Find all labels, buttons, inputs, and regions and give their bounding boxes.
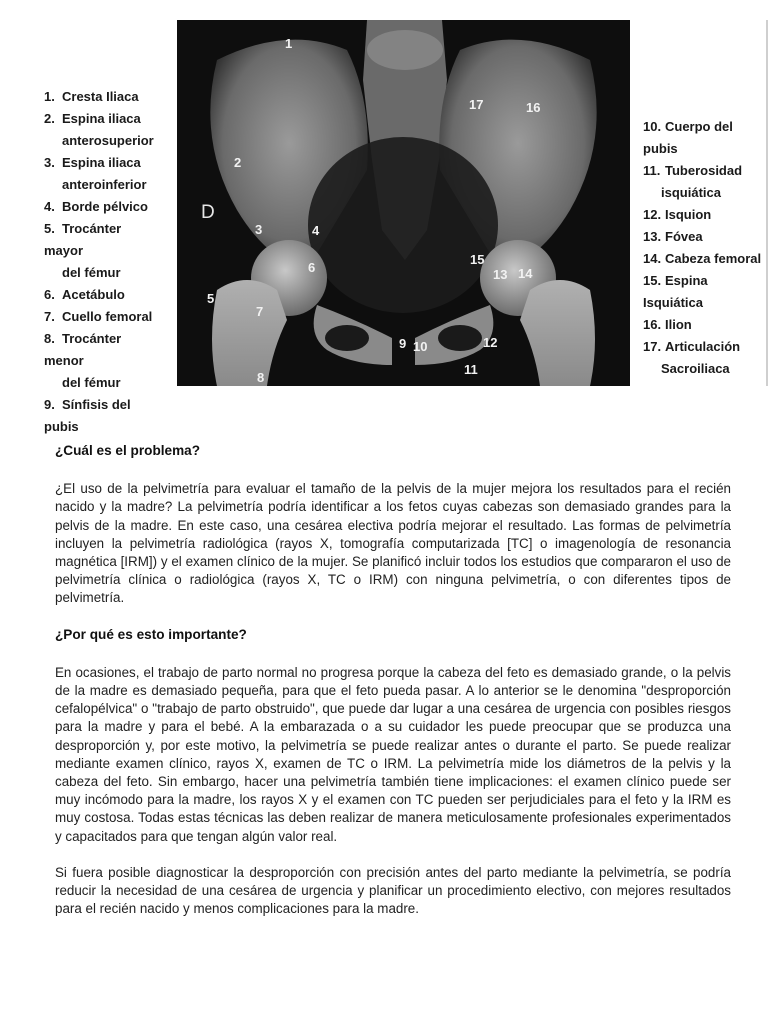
xray-label-13: 13 bbox=[493, 267, 508, 282]
article-body bbox=[55, 442, 731, 936]
paragraph-problem: ¿El uso de la pelvimetría para evaluar el tamaño de la pelvis de la mujer mejora los resultados para el recién nacido y la madre? La pelvimetría podría identificar a los fetos cuyas cabezas son demasiado grandes para la pelvis de la madre. En este caso, una cesárea electiva podría mejorar el resultado. Las formas de pelvimetría incluyen la pelvimetría radiológica (rayos X, tomografía computarizada [TC] o imagenología de resonancia magnética [IRM]) y el examen clínico de la mujer. Se planificó incluir todos los estudios que compararon el uso de pelvimetría clínica o radiológica (rayos X, TC o IRM) con ninguna pelvimetría, o con diferentes tipos de pelvimetría. bbox=[55, 481, 731, 606]
legend-item: 4. Borde pélvico bbox=[44, 199, 148, 214]
xray-side-marker: D bbox=[201, 202, 215, 223]
legend-item: 8. Trocánter menor del fémur bbox=[44, 331, 122, 390]
xray-label-9: 9 bbox=[399, 336, 407, 351]
legend-item: 16. Ilion bbox=[643, 317, 692, 332]
legend-item: 5. Trocánter mayor del fémur bbox=[44, 221, 122, 280]
xray-label-3: 3 bbox=[255, 222, 263, 237]
xray-label-7: 7 bbox=[256, 304, 264, 319]
legend-item: 11. Tuberosidad isquiática bbox=[643, 163, 743, 200]
section-heading-problem: ¿Cuál es el problema? bbox=[55, 443, 201, 458]
xray-label-10: 10 bbox=[413, 339, 428, 354]
legend-item: 12. Isquion bbox=[643, 207, 712, 222]
section-heading-importance: ¿Por qué es esto importante? bbox=[55, 626, 247, 642]
legend-item: 15. Espina Isquiática bbox=[643, 273, 708, 310]
xray-label-17: 17 bbox=[469, 97, 484, 112]
xray-label-8: 8 bbox=[257, 370, 265, 385]
legend-item: 13. Fóvea bbox=[643, 229, 703, 244]
pelvis-xray-drawing bbox=[177, 20, 630, 386]
legend-item: 3. Espina iliaca anteroinferior bbox=[44, 155, 147, 192]
paragraph-importance: En ocasiones, el trabajo de parto normal no progresa porque la cabeza del feto es demasiado grande, o la pelvis de la madre es demasiado pequeña, para que el feto pueda pasar. A lo anterior se le denomina "desproporción cefalopélvica" o "trabajo de parto obstruido", que puede dar lugar a una cesárea de urgencia con posibles riesgos para la madre y para el bebé. A la embarazada o a su cuidador les puede preocupar que se produzca una desproporción y, por este motivo, la pelvimetría se puede realizar antes o durante el parto. Se puede realizar mediante examen clínico, rayos X, examen de TC o IRM. La pelvimetría mide los diámetros de la pelvis y la cabeza del feto. Sin embargo, hacer una pelvimetría también tiene implicaciones: el examen clínico puede ser muy incómodo para la madre, los rayos X y el examen con TC pueden ser perjudiciales para el feto y la IRM es muy costosa. Todas estas técnicas las deben realizar de manera meticulosamente profesionales experimentados y capacitados para que tengan algún valor real. bbox=[55, 664, 731, 844]
xray-label-1: 1 bbox=[285, 36, 293, 51]
legend-item: 2. Espina iliaca anterosuperior bbox=[44, 111, 154, 148]
legend-item: 17. Articulación Sacroiliaca bbox=[643, 339, 741, 376]
legend-item: 10. Cuerpo del pubis bbox=[643, 119, 733, 156]
xray-label-5: 5 bbox=[207, 291, 215, 306]
xray-label-6: 6 bbox=[308, 260, 316, 275]
xray-label-12: 12 bbox=[483, 335, 498, 350]
legend-item: 6. Acetábulo bbox=[44, 287, 125, 302]
xray-label-11: 11 bbox=[464, 362, 478, 377]
xray-label-15: 15 bbox=[470, 252, 485, 267]
legend-left bbox=[44, 86, 162, 438]
paragraph-conclusion: Si fuera posible diagnosticar la desproporción con precisión antes del parto mediante la pelvimetría, se podría reducir la necesidad de una cesárea de urgencia y planificar un procedimiento electivo, con mejores resultados para el recién nacido y menos complicaciones para la madre. bbox=[55, 864, 731, 917]
xray-label-4: 4 bbox=[312, 223, 320, 238]
pelvis-xray-image bbox=[177, 20, 630, 386]
legend-right bbox=[643, 116, 765, 380]
xray-label-2: 2 bbox=[234, 155, 242, 170]
xray-label-16: 16 bbox=[526, 100, 541, 115]
legend-item: 1. Cresta Iliaca bbox=[44, 89, 139, 104]
legend-item: 7. Cuello femoral bbox=[44, 309, 153, 324]
legend-item: 9. Sínfisis del pubis bbox=[44, 397, 131, 434]
xray-label-14: 14 bbox=[518, 266, 533, 281]
legend-item: 14. Cabeza femoral bbox=[643, 251, 762, 266]
